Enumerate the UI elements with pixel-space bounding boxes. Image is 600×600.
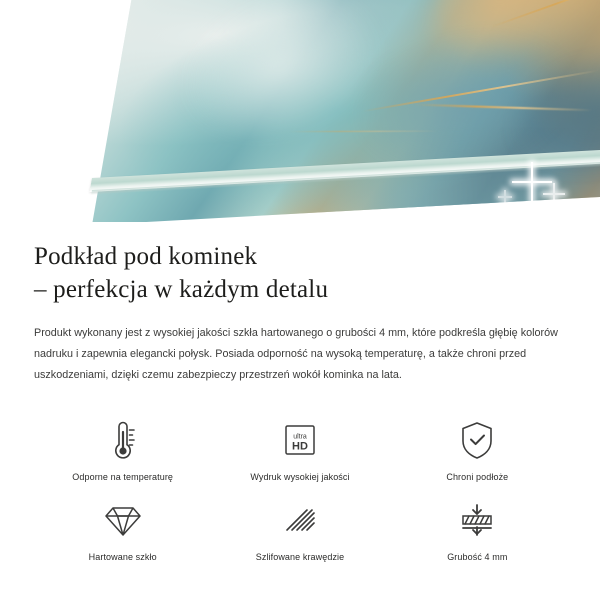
feature-item-protection [389, 414, 566, 482]
feature-item-temperature [34, 414, 211, 482]
body-paragraph: Produkt wykonany jest z wysokiej jakości szkła hartowanego o grubości 4 mm, które podkreśla głębię kolorów nadruku i zapewnia elegancki połysk. Posiada odporność na wysoką temperaturę, a także chroni przed uszkodzeniami, dzięki czemu zabezpieczy przestrzeń wokół kominka na lata. [34, 327, 558, 381]
headline-line-1: Podkład pod kominek [34, 243, 258, 270]
thermometer-icon [103, 414, 143, 466]
headline-line-2: – perfekcja w każdym detalu [34, 276, 329, 303]
content-area [0, 240, 600, 562]
feature-label: Odporne na temperaturę [72, 472, 174, 482]
feature-item-polished-edges [211, 494, 388, 562]
feature-label: Szlifowane krawędzie [255, 552, 345, 562]
feature-item-tempered-glass [34, 494, 211, 562]
feature-label: Hartowane szkło [88, 552, 157, 562]
thickness-icon [455, 494, 499, 546]
hero-image [0, 0, 600, 222]
svg-text:ultra: ultra [293, 433, 307, 441]
feature-grid [34, 414, 566, 562]
polished-edge-icon [278, 494, 322, 546]
feature-item-print-quality [211, 414, 388, 482]
page-title [34, 240, 566, 306]
feature-item-thickness [389, 494, 566, 562]
svg-text:HD: HD [292, 440, 308, 453]
feature-label: Chroni podłoże [446, 472, 509, 482]
feature-label: Grubość 4 mm [447, 552, 508, 562]
ultra-hd-icon [278, 414, 322, 466]
feature-label: Wydruk wysokiej jakości [250, 472, 350, 482]
diamond-icon [100, 494, 146, 546]
shield-check-icon [455, 414, 499, 466]
